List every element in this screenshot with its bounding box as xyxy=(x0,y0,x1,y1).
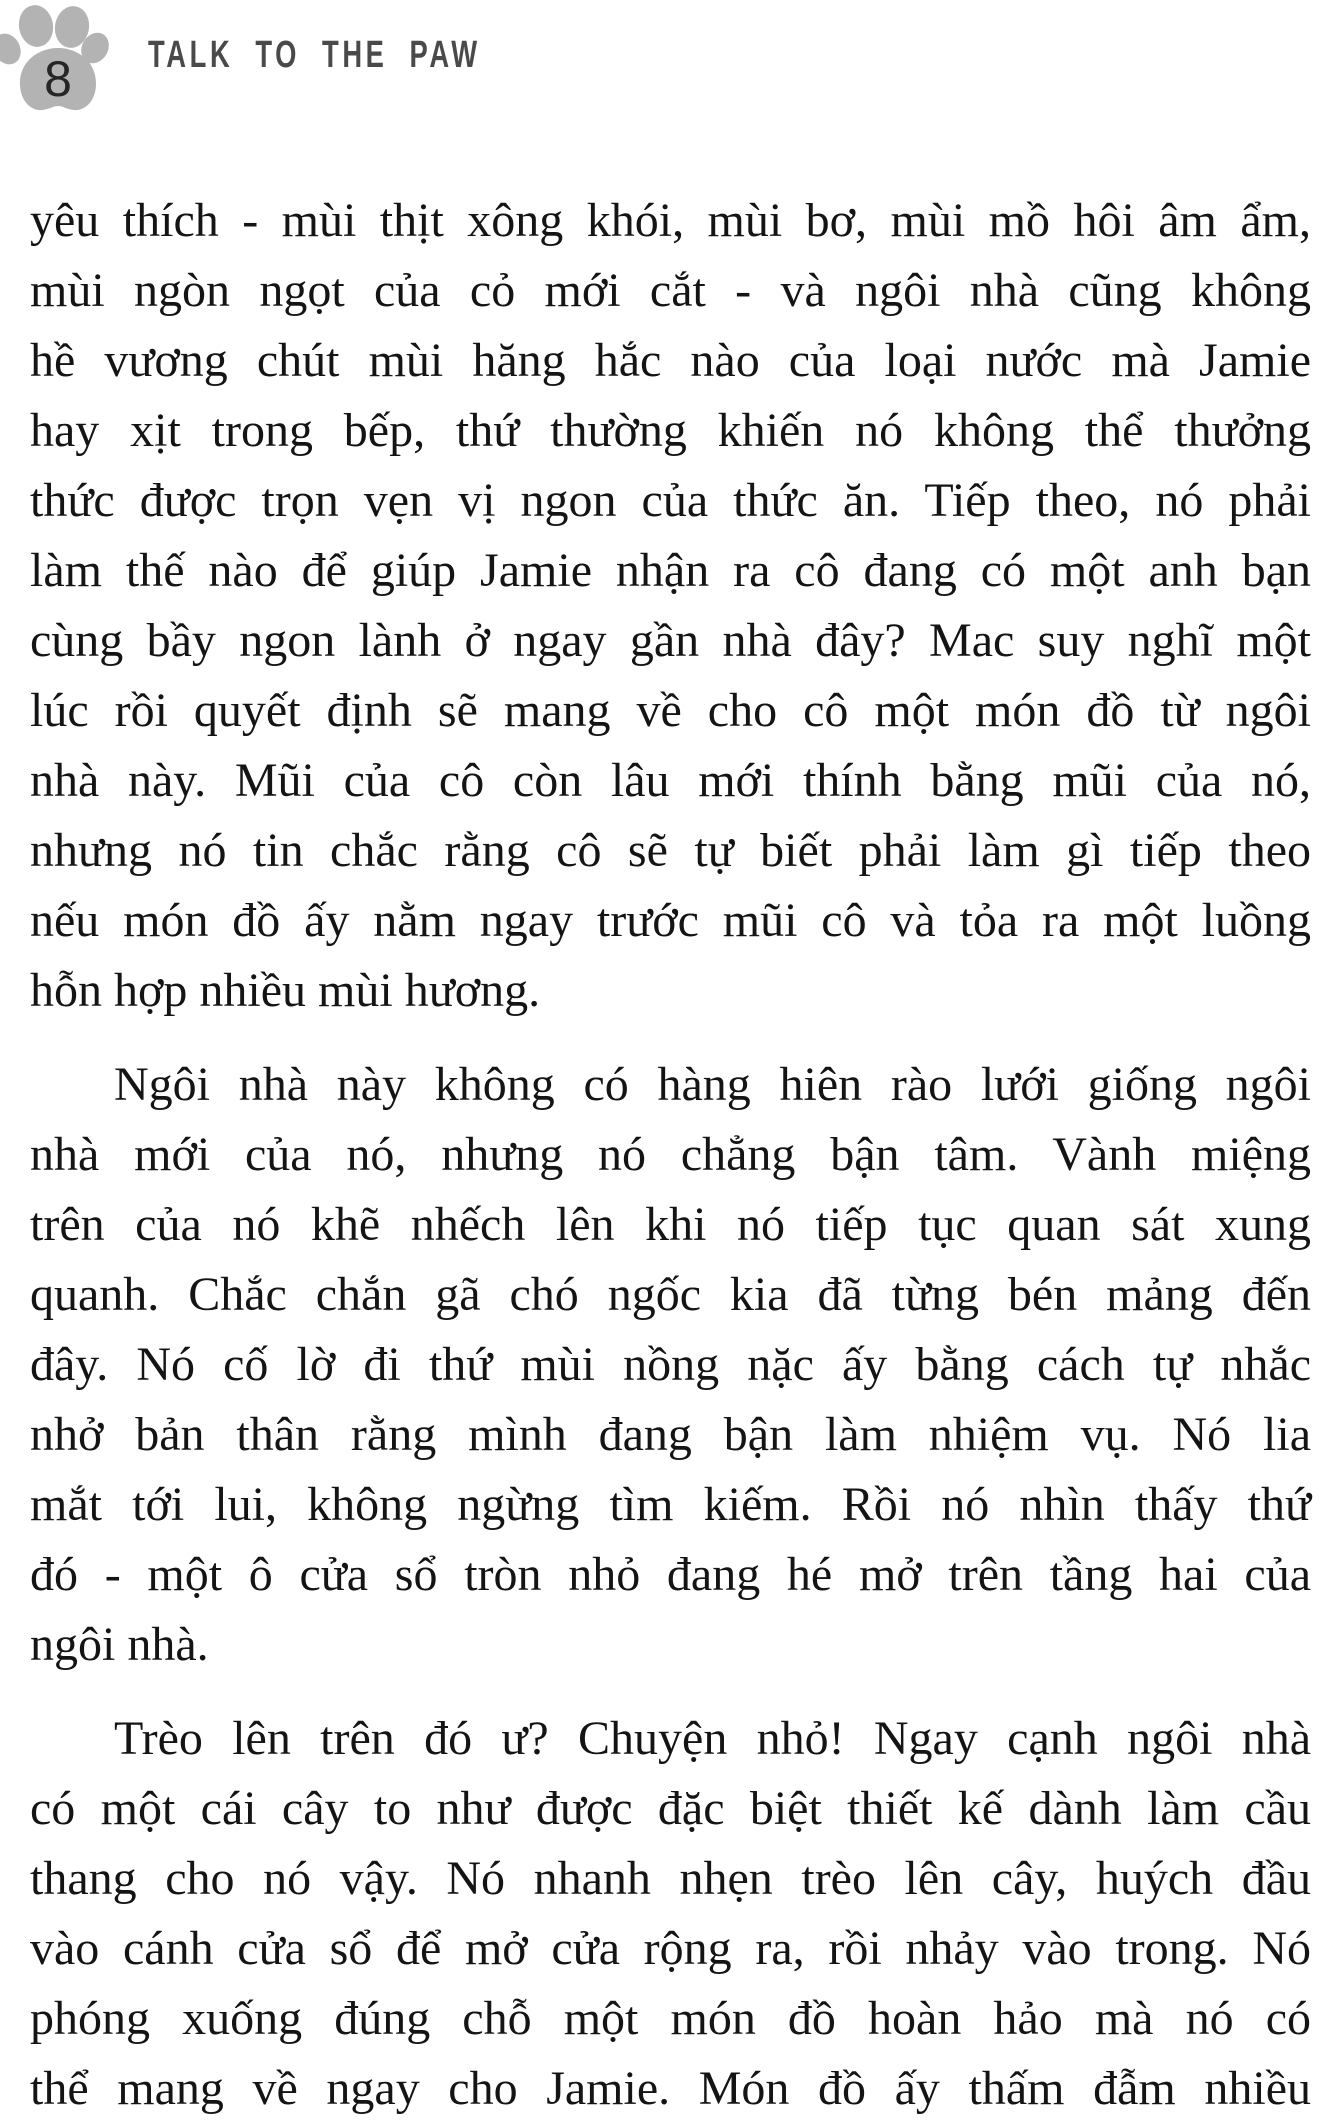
text-line: trên của nó khẽ nhếch lên khi nó tiếp tục quan sát xung xyxy=(30,1198,1311,1251)
text-line: thang cho nó vậy. Nó nhanh nhẹn trèo lên cây, huých đầu xyxy=(30,1852,1311,1905)
text-line: quanh. Chắc chắn gã chó ngốc kia đã từng bén mảng đến xyxy=(30,1268,1311,1321)
text-line: nhưng nó tin chắc rằng cô sẽ tự biết phải làm gì tiếp theo xyxy=(30,824,1311,877)
text-line: thể mang về ngay cho Jamie. Món đồ ấy thấm đẫm nhiều xyxy=(30,2062,1311,2115)
paw-toe-mid-left xyxy=(16,2,57,49)
text-line: có một cái cây to như được đặc biệt thiết kế dành làm cầu xyxy=(30,1782,1311,1835)
text-line: vào cánh cửa sổ để mở cửa rộng ra, rồi nhảy vào trong. Nó xyxy=(30,1922,1311,1975)
text-line: mùi ngòn ngọt của cỏ mới cắt - và ngôi nhà cũng không xyxy=(30,264,1311,317)
text-line: nhà mới của nó, nhưng nó chẳng bận tâm. Vành miệng xyxy=(30,1128,1311,1181)
text-line: thức được trọn vẹn vị ngon của thức ăn. Tiếp theo, nó phải xyxy=(30,474,1311,527)
text-line: làm thế nào để giúp Jamie nhận ra cô đang có một anh bạn xyxy=(30,544,1311,597)
text-line: Ngôi nhà này không có hàng hiên rào lưới giống ngôi xyxy=(114,1058,1311,1111)
text-line: nếu món đồ ấy nằm ngay trước mũi cô và tỏa ra một luồng xyxy=(30,894,1311,947)
text-line: đây. Nó cố lờ đi thứ mùi nồng nặc ấy bằng cách tự nhắc xyxy=(30,1338,1311,1391)
paw-print-icon xyxy=(0,2,118,120)
body-text xyxy=(30,186,1311,2124)
text-line: nhà này. Mũi của cô còn lâu mới thính bằng mũi của nó, xyxy=(30,754,1311,807)
text-line: hỗn hợp nhiều mùi hương. xyxy=(30,964,541,1017)
text-line: đó - một ô cửa sổ tròn nhỏ đang hé mở trên tầng hai của xyxy=(30,1548,1311,1601)
text-line: nhở bản thân rằng mình đang bận làm nhiệm vụ. Nó lia xyxy=(30,1408,1311,1461)
text-line: ngôi nhà. xyxy=(30,1618,209,1671)
text-line: lúc rồi quyết định sẽ mang về cho cô một món đồ từ ngôi xyxy=(30,684,1311,737)
chapter-number: 8 xyxy=(44,51,72,107)
text-line: hay xịt trong bếp, thứ thường khiến nó không thể thưởng xyxy=(30,404,1311,457)
text-line: cùng bầy ngon lành ở ngay gần nhà đây? Mac suy nghĩ một xyxy=(30,614,1311,667)
text-line: hề vương chút mùi hăng hắc nào của loại nước mà Jamie xyxy=(30,334,1311,387)
text-line: yêu thích - mùi thịt xông khói, mùi bơ, mùi mồ hôi âm ẩm, xyxy=(30,194,1311,247)
text-line: mắt tới lui, không ngừng tìm kiếm. Rồi nó nhìn thấy thứ xyxy=(30,1478,1311,1531)
text-line: Trèo lên trên đó ư? Chuyện nhỏ! Ngay cạnh ngôi nhà xyxy=(114,1712,1311,1765)
book-title: TALK TO THE PAW xyxy=(148,34,481,76)
text-line: phóng xuống đúng chỗ một món đồ hoàn hảo mà nó có xyxy=(30,1992,1311,2045)
